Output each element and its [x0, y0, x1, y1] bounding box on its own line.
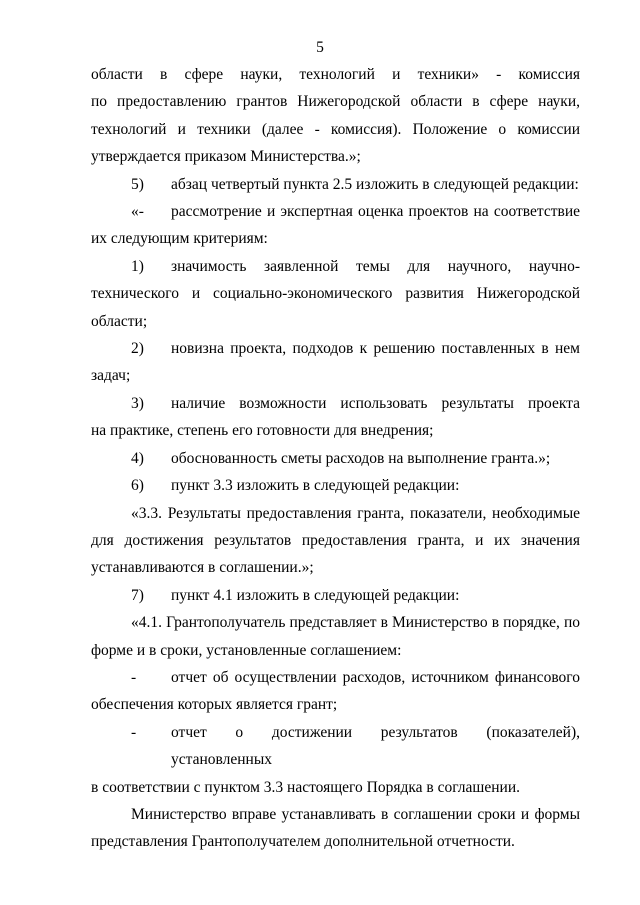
- paragraph-continuation: задач;: [91, 367, 131, 385]
- paragraph-line: области в сфере науки, технологий и техники» - комиссия: [91, 66, 580, 83]
- page-number: 5: [316, 39, 324, 56]
- list-text: отчет об осуществлении расходов, источником финансового: [171, 668, 580, 686]
- paragraph-continuation: их следующим критериям:: [91, 230, 268, 248]
- list-marker: 2): [131, 340, 144, 358]
- dash-item-1: [91, 664, 580, 691]
- list-marker: -: [131, 668, 137, 686]
- list-text: абзац четвертый пункта 2.5 изложить в следующей редакции:: [171, 175, 579, 193]
- document-body: [91, 61, 580, 856]
- list-text: пункт 4.1 изложить в следующей редакции:: [171, 586, 460, 604]
- paragraph-3-3: «3.3. Результаты предоставления гранта, показатели, необходимые для достижения результатов предоставления гранта, и их значения устанавливаются в соглашении.»;: [91, 504, 580, 577]
- criterion-4: [91, 445, 580, 472]
- list-marker: -: [131, 723, 137, 741]
- list-text: пункт 3.3 изложить в следующей редакции:: [171, 477, 460, 495]
- paragraph-continuation: обеспечения которых является грант;: [91, 696, 338, 714]
- list-marker: «-: [131, 203, 144, 221]
- list-text: обоснованность сметы расходов на выполнение гранта.»;: [171, 449, 551, 467]
- list-item-7: [91, 582, 580, 609]
- paragraph-final: Министерство вправе устанавливать в соглашении сроки и формы представления Грантополучателем дополнительной отчетности.: [91, 805, 580, 851]
- list-marker: 7): [131, 586, 144, 604]
- paragraph: по предоставлению грантов Нижегородской области в сфере науки, технологий и техники (далее - комиссия). Положение о комиссии утверждается приказом Министерства.»;: [91, 93, 580, 166]
- criterion-1: [91, 253, 580, 280]
- list-text: значимость заявленной темы для научного, научно-: [171, 257, 580, 275]
- list-text: рассмотрение и экспертная оценка проектов на соответствие: [171, 203, 580, 221]
- list-text: новизна проекта, подходов к решению поставленных в нем: [171, 340, 580, 358]
- paragraph-4-1: «4.1. Грантополучатель представляет в Министерство в порядке, по форме и в сроки, установленные соглашением:: [91, 614, 580, 659]
- list-marker: 4): [131, 449, 144, 467]
- list-marker: 5): [131, 175, 144, 193]
- list-marker: 6): [131, 477, 144, 495]
- paragraph-continuation: на практике, степень его готовности для внедрения;: [91, 422, 434, 440]
- criterion-3: [91, 390, 580, 417]
- dash-item-2: [91, 719, 580, 774]
- list-text: отчет о достижении результатов (показателей), установленных: [171, 723, 580, 769]
- list-item-6: [91, 472, 580, 499]
- list-marker: 1): [131, 257, 144, 275]
- criterion-2: [91, 335, 580, 362]
- quote-item: [91, 198, 580, 225]
- list-marker: 3): [131, 394, 144, 412]
- paragraph-continuation: в соответствии с пунктом 3.3 настоящего Порядка в соглашении.: [91, 778, 520, 796]
- list-text: наличие возможности использовать результаты проекта: [171, 394, 580, 412]
- list-item-5: [91, 171, 580, 198]
- paragraph-continuation: технического и социально-экономического развития Нижегородской области;: [91, 285, 580, 330]
